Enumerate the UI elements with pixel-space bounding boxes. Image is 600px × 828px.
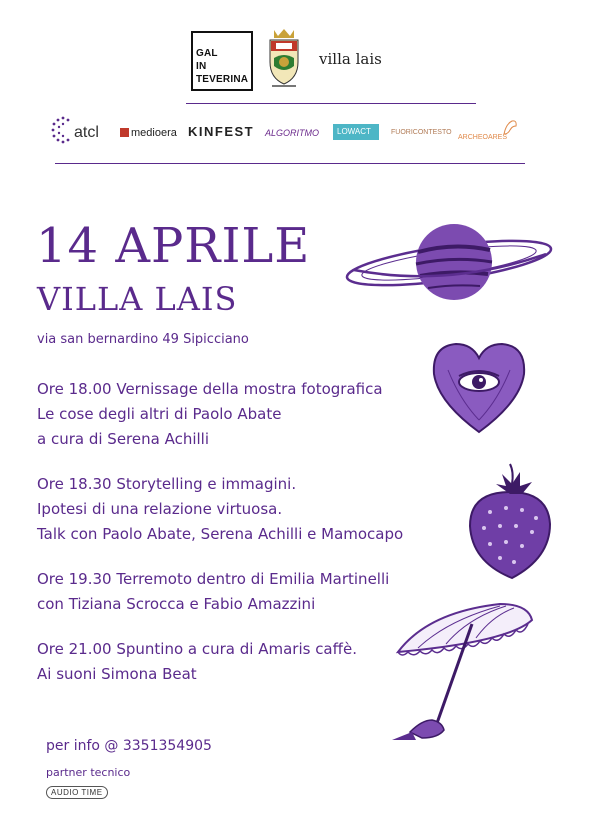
partner-logo-archeoares: ARCHEOARES: [458, 134, 508, 141]
event-line: Ai suoni Simona Beat: [37, 665, 197, 683]
venue-title: VILLA LAIS: [37, 280, 238, 318]
strawberry-icon: [462, 462, 558, 580]
partner-logo-kinfest: KINFEST: [188, 124, 255, 139]
event-block: [37, 377, 383, 452]
atcl-logo-icon: [50, 116, 76, 144]
event-line: a cura di Serena Achilli: [37, 430, 210, 448]
partner-label: partner tecnico: [46, 766, 131, 779]
audio-time-logo: AUDIO TIME: [46, 786, 108, 799]
partner-logo-algoritmo: ALGORITMO: [265, 128, 320, 138]
event-block: [37, 567, 389, 617]
partner-logo-lowact: LOWACT: [337, 127, 371, 136]
event-line: Le cose degli altri di Paolo Abate: [37, 405, 282, 423]
event-line: Talk con Paolo Abate, Serena Achilli e Mamocapo: [37, 525, 404, 543]
medioera-square-icon: [120, 128, 129, 137]
divider: [186, 103, 476, 104]
gal-logo-line: GAL: [196, 48, 218, 59]
partner-logo-fuoricontesto: FUORICONTESTO: [391, 129, 452, 136]
lowact-logo-box: [333, 124, 379, 140]
event-line: Ore 21.00 Spuntino a cura di Amaris caffè.: [37, 640, 357, 658]
event-line: Ore 18.30 Storytelling e immagini.: [37, 475, 297, 493]
venue-address: via san bernardino 49 Sipicciano: [37, 332, 249, 347]
heart-with-eye-icon: [430, 340, 528, 436]
planet-saturn-icon: [342, 218, 557, 308]
gal-in-teverina-logo: [191, 31, 253, 91]
gal-logo-line: TEVERINA: [196, 74, 249, 85]
event-line: Ore 18.00 Vernissage della mostra fotografica: [37, 380, 383, 398]
event-line: con Tiziana Scrocca e Fabio Amazzini: [37, 595, 316, 613]
partner-logo-medioera: medioera: [131, 127, 177, 139]
partner-logo-atcl: atcl: [74, 124, 99, 141]
coat-of-arms-icon: [266, 28, 302, 90]
event-block: [37, 472, 403, 547]
divider: [55, 163, 525, 164]
event-date-title: 14 APRILE: [36, 218, 311, 274]
contact-info: per info @ 3351354905: [46, 738, 212, 754]
event-line: Ore 19.30 Terremoto dentro di Emilia Martinelli: [37, 570, 390, 588]
villa-lais-logo: villa lais: [319, 50, 382, 68]
event-line: Ipotesi di una relazione virtuosa.: [37, 500, 283, 518]
gal-logo-line: IN: [196, 61, 207, 72]
event-block: [37, 637, 357, 687]
umbrella-with-hand-icon: [388, 598, 538, 746]
